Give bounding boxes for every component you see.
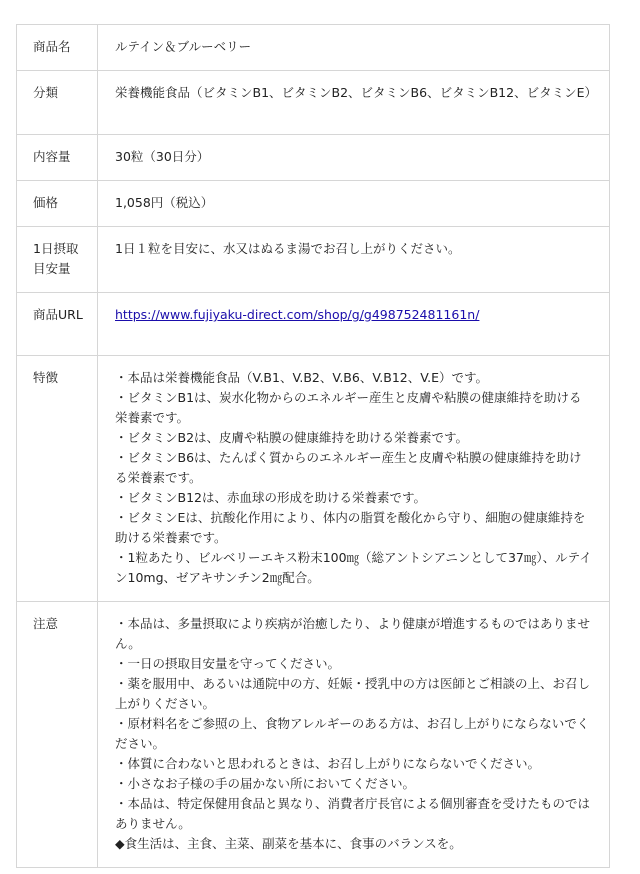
price-label: 価格: [17, 181, 98, 227]
features-label: 特徴: [17, 356, 98, 602]
features-line: ・ビタミンB2は、皮膚や粘膜の健康維持を助ける栄養素です。: [115, 430, 469, 445]
features-line: ・ビタミンEは、抗酸化作用により、体内の脂質を酸化から守り、細胞の健康維持を助ける栄養素です。: [115, 510, 586, 545]
category-value: 栄養機能食品（ビタミンB1、ビタミンB2、ビタミンB6、ビタミンB12、ビタミンE）: [98, 71, 610, 135]
table-row-price: [17, 181, 610, 227]
table-row-url: [17, 293, 610, 356]
dosage-value: 1日１粒を目安に、水又はぬるま湯でお召し上がりください。: [98, 227, 610, 293]
caution-line: ◆食生活は、主食、主菜、副菜を基本に、食事のバランスを。: [115, 836, 462, 851]
features-line: ・ビタミンB6は、たんぱく質からのエネルギー産生と皮膚や粘膜の健康維持を助ける栄養素です。: [115, 450, 582, 485]
caution-line: ・薬を服用中、あるいは通院中の方、妊娠・授乳中の方は医師とご相談の上、お召し上がりください。: [115, 676, 591, 711]
table-row-dosage: [17, 227, 610, 293]
product-name-label: 商品名: [17, 25, 98, 71]
product-info-table: [16, 24, 610, 868]
caution-label: 注意: [17, 602, 98, 868]
caution-list: [98, 602, 610, 868]
volume-value: 30粒（30日分）: [98, 135, 610, 181]
caution-line: ・小さなお子様の手の届かない所においてください。: [115, 776, 416, 791]
product-name-value: ルテイン＆ブルーベリー: [98, 25, 610, 71]
caution-line: ・一日の摂取目安量を守ってください。: [115, 656, 341, 671]
table-row-category: [17, 71, 610, 135]
caution-line: ・原材料名をご参照の上、食物アレルギーのある方は、お召し上がりにならないでください。: [115, 716, 590, 751]
category-label: 分類: [17, 71, 98, 135]
table-row-product-name: [17, 25, 610, 71]
features-line: ・1粒あたり、ビルベリーエキス粉末100㎎（総アントシアニンとして37㎎）、ルテイン10mg、ゼアキサンチン2㎎配合。: [115, 550, 592, 585]
caution-line: ・本品は、特定保健用食品と異なり、消費者庁長官による個別審査を受けたものではありません。: [115, 796, 591, 831]
url-label: 商品URL: [17, 293, 98, 356]
dosage-label: 1日摂取目安量: [17, 227, 98, 293]
features-line: ・ビタミンB12は、赤血球の形成を助ける栄養素です。: [115, 490, 426, 505]
caution-line: ・本品は、多量摂取により疾病が治癒したり、より健康が増進するものではありません。: [115, 616, 591, 651]
table-row-features: [17, 356, 610, 602]
features-line: ・ビタミンB1は、炭水化物からのエネルギー産生と皮膚や粘膜の健康維持を助ける栄養素です。: [115, 390, 582, 425]
features-list: [98, 356, 610, 602]
table-row-caution: [17, 602, 610, 868]
price-value: 1,058円（税込）: [98, 181, 610, 227]
url-cell: [98, 293, 610, 356]
table-row-volume: [17, 135, 610, 181]
caution-line: ・体質に合わないと思われるときは、お召し上がりにならないでください。: [115, 756, 541, 771]
volume-label: 内容量: [17, 135, 98, 181]
product-url-link[interactable]: https://www.fujiyaku-direct.com/shop/g/g498752481161n/: [115, 307, 480, 322]
features-line: ・本品は栄養機能食品（V.B1、V.B2、V.B6、V.B12、V.E）です。: [115, 370, 489, 385]
